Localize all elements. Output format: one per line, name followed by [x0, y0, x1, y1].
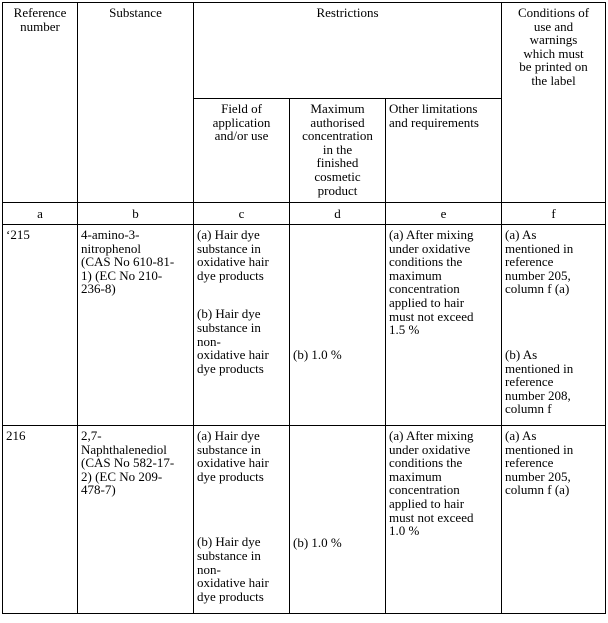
header-conditions-warnings: Conditions of use and warnings which must be printed on the label	[502, 3, 606, 203]
table-row	[3, 225, 606, 426]
table-row	[3, 426, 606, 614]
conditions-cell: (a) As mentioned in reference number 205, column f (a) (b) As mentioned in reference number 208, column f	[502, 225, 606, 426]
column-letter-b: b	[78, 203, 194, 225]
header-row-1	[3, 3, 606, 99]
column-letter-d: d	[290, 203, 386, 225]
substance-cell: 4-amino-3- nitrophenol (CAS No 610-81- 1) (EC No 210- 236-8)	[78, 225, 194, 426]
column-letter-row	[3, 203, 606, 225]
header-reference-number: Reference number	[3, 3, 78, 203]
max-concentration-cell: (b) 1.0 %	[290, 426, 386, 614]
column-letter-a: a	[3, 203, 78, 225]
substance-restrictions-table	[2, 2, 606, 614]
field-of-application-cell: (a) Hair dye substance in oxidative hair dye products (b) Hair dye substance in non- oxidative hair dye products	[194, 426, 290, 614]
column-letter-e: e	[386, 203, 502, 225]
field-of-application-cell: (a) Hair dye substance in oxidative hair dye products (b) Hair dye substance in non- oxidative hair dye products	[194, 225, 290, 426]
conditions-cell: (a) As mentioned in reference number 205, column f (a)	[502, 426, 606, 614]
header-restrictions: Restrictions	[194, 3, 502, 99]
substance-cell: 2,7- Naphthalenediol (CAS No 582-17- 2) (EC No 209- 478-7)	[78, 426, 194, 614]
reference-number-cell: 216	[3, 426, 78, 614]
max-concentration-cell: (b) 1.0 %	[290, 225, 386, 426]
other-limitations-cell: (a) After mixing under oxidative conditions the maximum concentration applied to hair must not exceed 1.0 %	[386, 426, 502, 614]
header-substance: Substance	[78, 3, 194, 203]
other-limitations-cell: (a) After mixing under oxidative conditions the maximum concentration applied to hair must not exceed 1.5 %	[386, 225, 502, 426]
reference-number-cell: ‘215	[3, 225, 78, 426]
column-letter-c: c	[194, 203, 290, 225]
regulation-table-page	[2, 2, 606, 614]
header-other-limitations: Other limitations and requirements	[386, 99, 502, 203]
header-field-of-application: Field of application and/or use	[194, 99, 290, 203]
column-letter-f: f	[502, 203, 606, 225]
header-max-concentration: Maximum authorised concentration in the finished cosmetic product	[290, 99, 386, 203]
